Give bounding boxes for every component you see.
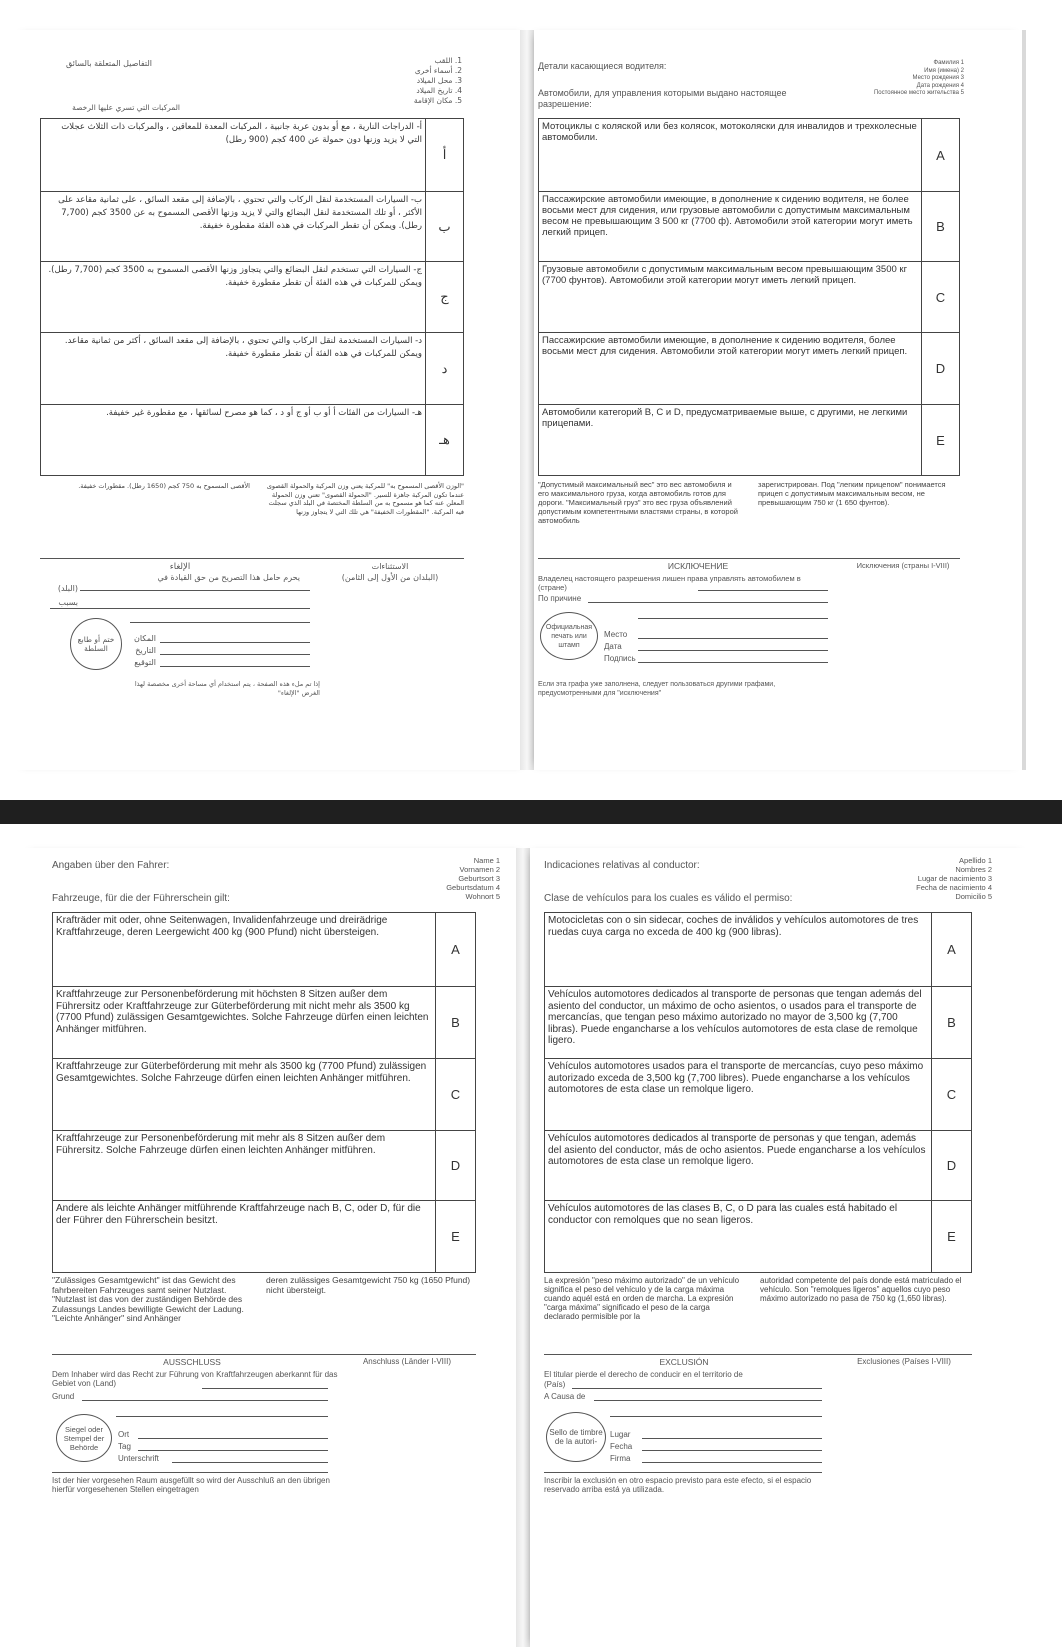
exclusion-countries: Exclusiones (Países I-VIII): [857, 1357, 951, 1366]
field-5: Постоянное место жительства 5: [873, 90, 964, 96]
german-category-table: [52, 912, 476, 1273]
category-letter: D: [922, 333, 960, 405]
category-description: Andere als leichte Anhänger mitführende Kraftfahrzeuge nach B, C, oder D, für die der Führer den Führerschein besitzt.: [53, 1201, 436, 1273]
field-4: Geburtsdatum 4: [446, 883, 500, 892]
spanish-note-left: La expresión "peso máximo autorizado" de un vehículo significa el peso del vehículo y de la carga máxima cuando aquél está en orden de marcha. La expresión "carga máxima" significado el peso de la carga declarado permisible por la: [544, 1276, 740, 1321]
field-1: Name 1: [473, 856, 500, 865]
signature-label: Unterschrift: [118, 1454, 159, 1463]
german-note-right: deren zulässiges Gesamtgewicht 750 kg (1650 Pfund) nicht übersteigt.: [266, 1275, 471, 1295]
spanish-header-title: Indicaciones relativas al conductor:: [544, 860, 700, 871]
category-letter: A: [922, 119, 960, 192]
exclusion-title: ИСКЛЮЧЕНИЕ: [667, 561, 729, 571]
reason-line[interactable]: [50, 608, 310, 609]
category-letter: B: [436, 987, 476, 1059]
spanish-page: [530, 848, 1030, 1647]
category-letter: A: [436, 913, 476, 987]
exclusion-footer: Ist der hier vorgesehen Raum ausgefüllt so wird der Ausschluß an den übrigen hierfür vorgesehenen Stellen eingetragen: [52, 1476, 330, 1494]
arabic-notes: [40, 482, 464, 530]
category-letter: هـ: [426, 405, 464, 476]
field-2: Имя (имена) 2: [924, 67, 964, 74]
category-description: Vehículos automotores dedicados al transporte de personas y que tengan, además del asiento del conductor, más de ocho asientos. Puede engancharse a los vehículos automotores de esta clase un remolque ligero.: [545, 1131, 932, 1201]
category-letter: D: [932, 1131, 972, 1201]
field-4: Fecha de nacimiento 4: [916, 883, 992, 892]
exclusion-countries: Исключения (страны I-VIII): [856, 561, 950, 570]
arabic-category-table: [40, 118, 464, 476]
reason-label: A Causa de: [544, 1392, 586, 1401]
top-right-edge: [1022, 30, 1026, 770]
reason-line[interactable]: [588, 602, 828, 603]
date-label: Fecha: [610, 1442, 633, 1451]
spanish-category-table: [544, 912, 972, 1273]
russian-page: [534, 30, 1024, 770]
category-letter: B: [922, 192, 960, 262]
russian-category-table: [538, 118, 960, 476]
category-description: Пассажирские автомобили имеющие, в дополнение к сидению водителя, не более восьми мест для сидения, или грузовые автомобили с допустимым максимальным весом не превышающим 3 500 кг (7700 ф). Автомобили этой категории могут иметь легкий прицеп.: [539, 192, 922, 262]
russian-notes: [538, 480, 960, 552]
reason-line-2[interactable]: [116, 1416, 328, 1417]
category-description: Vehículos automotores usados para el transporte de mercancías, cuyo peso máximo autorizado exceda de 3,500 kg (7,700 libres). Puede engancharse a los vehículos automotores de esta clase un remolque ligero.: [545, 1059, 932, 1131]
field-3: Lugar de nacimiento 3: [917, 874, 992, 883]
field-1: Apellido 1: [959, 856, 992, 865]
country-line[interactable]: [202, 1388, 328, 1389]
signature-label: Подпись: [604, 654, 636, 663]
exclusion-title: EXCLUSIÓN: [659, 1357, 709, 1367]
section-rule: [544, 1354, 972, 1355]
reason-label: بسبب: [58, 598, 78, 607]
signature-line[interactable]: [160, 666, 310, 667]
place-label: Место: [604, 630, 628, 639]
date-line[interactable]: [638, 650, 828, 651]
signature-line[interactable]: [638, 662, 828, 663]
exclusion-footer: إذا تم ملء هذه الصفحة ، يتم استخدام أي مساحة أخرى مخصصة لهذا الغرض "الإلغاء": [134, 680, 320, 697]
reason-line-2[interactable]: [610, 1416, 822, 1417]
country-line[interactable]: [572, 1388, 822, 1389]
arabic-note-right: "الوزن الأقصى المسموح به" للمركبة يعني وزن المركبة والحمولة القصوى عندما تكون المركبة جاهزة للسير. "الحمولة القصوى" تعني وزن الحمولة المعلن عنه كما هو مسموح به من السلطة المختصة في البلد الذي سجلت فيه المركبة. "المقطورات الخفيفة" هي تلك التي لا يتجاوز وزنها: [266, 482, 464, 516]
date-line[interactable]: [138, 1450, 328, 1451]
category-letter: E: [436, 1201, 476, 1273]
exclusion-holder-text: Владелец настоящего разрешения лишен права управлять автомобилем в (стране): [538, 574, 801, 592]
spanish-note-right: autoridad competente del país donde está matriculado el vehículo. Son "remolques ligeros" aquellos cuyo peso máximo autorizado no pasa de 750 kg (1,650 libras).: [760, 1276, 962, 1303]
exclusion-title: الإلغاء: [169, 562, 191, 572]
reason-line-2[interactable]: [130, 622, 310, 623]
field-3: Место рождения 3: [912, 75, 964, 81]
field-5: Domicilio 5: [955, 892, 992, 901]
exclusion-holder-text: Dem Inhaber wird das Recht zur Führung von Kraftfahrzeugen aberkannt für das Gebiet von (Land): [52, 1370, 338, 1388]
reason-label: Grund: [52, 1392, 75, 1401]
field-4: Дата рождения 4: [916, 82, 964, 89]
russian-exclusion-section: [538, 558, 960, 708]
date-line[interactable]: [160, 654, 310, 655]
country-line[interactable]: [80, 590, 310, 591]
russian-note-right: зарегистрирован. Под "легким прицепом" понимается прицеп с допустимым максимальным весом, не превышающим 750 кг (1 650 фунтов).: [758, 480, 946, 507]
german-field-list: [340, 856, 500, 901]
exclusion-countries: Anschluss (Länder I-VIII): [362, 1357, 452, 1366]
place-line[interactable]: [160, 642, 310, 643]
reason-label: По причине: [538, 594, 582, 603]
arabic-header-title: التفاصيل المتعلقة بالسائق: [65, 59, 152, 68]
category-letter: C: [932, 1059, 972, 1131]
category-letter: B: [932, 987, 972, 1059]
place-label: Ort: [118, 1430, 130, 1439]
field-4: 4. تاريخ الميلاد: [416, 86, 462, 95]
field-3: 3. محل الميلاد: [416, 76, 462, 85]
russian-header-title: Детали касающиеся водителя:: [538, 61, 667, 71]
spanish-vehicles-title: Clase de vehículos para los cuales es válido el permiso:: [544, 893, 793, 904]
bottom-gutter: [516, 848, 530, 1647]
place-label: المكان: [133, 634, 156, 643]
field-5: 5. مكان الإقامة: [413, 96, 462, 105]
exclusion-countries: (البلدان من الأول إلى الثامن): [341, 573, 439, 582]
german-exclusion-section: [52, 1354, 476, 1504]
russian-vehicles-title: Автомобили, для управления которыми выдано настоящее разрешение:: [538, 88, 787, 109]
exclusion-country-label: (البلد): [57, 584, 78, 593]
field-2: 2. أسماء أخرى: [414, 66, 462, 75]
russian-note-left: "Допустимый максимальный вес" это вес автомобиля и его максимального груза, когда автомобиль готов для дороги. "Максимальный груз" это вес груза объявлений допустимым компетентными властями страны, в которой автомобиль: [538, 480, 738, 525]
authority-seal: Siegel oder Stempel der Behörde: [56, 1414, 112, 1462]
exclusion-title: AUSSCHLUSS: [163, 1357, 221, 1367]
reason-line-2[interactable]: [638, 618, 828, 619]
date-label: التاريخ: [135, 646, 156, 655]
category-letter: E: [922, 405, 960, 476]
footer-rule: [52, 1472, 328, 1473]
german-vehicles-title: Fahrzeuge, für die der Führerschein gilt:: [52, 893, 230, 904]
reason-line[interactable]: [82, 1400, 328, 1401]
exclusion-holder-text: El titular pierde el derecho de conducir en el territorio de: [544, 1370, 743, 1379]
section-rule: [538, 558, 960, 559]
category-description: ج- السيارات التي تستخدم لنقل البضائع والتي يتجاوز وزنها الأقصى المسموح به 3500 كجم (7,700 رطل). ويمكن للمركبات في هذه الفئة أن تقطر مقطورة خفيفة.: [41, 262, 426, 333]
footer-rule: [544, 1472, 822, 1473]
spanish-field-list: [830, 856, 992, 901]
category-description: Грузовые автомобили с допустимым максимальным весом превышающим 3500 кг (7700 фунтов). Автомобили этой категории могут иметь легкий прицеп.: [539, 262, 922, 333]
exclusion-holder-text: يحرم حامل هذا التصريح من حق القيادة في: [157, 573, 300, 582]
category-letter: د: [426, 333, 464, 405]
category-description: ب- السيارات المستخدمة لنقل الركاب والتي تحتوي ، بالإضافة إلى مقعد السائق ، على ثمانية مقاعد على الأكثر ، أو تلك المستخدمة لنقل البضائع والتي لا يزيد وزنها الأقصى المسموح به عن 3500 كجم (7,700 رطل). ويمكن أن تقطر المركبات في هذه الفئة مقطورة خفيفة.: [41, 192, 426, 262]
authority-seal: ختم أو طابع السلطة: [70, 618, 122, 670]
category-description: Vehículos automotores de las clases B, C, o D para las cuales está habitado el conductor con remolques que no sean ligeros.: [545, 1201, 932, 1273]
arabic-page: [12, 30, 522, 770]
category-letter: أ: [426, 119, 464, 192]
date-label: Tag: [118, 1442, 131, 1451]
category-description: هـ- السيارات من الفئات أ أو ب أو ج أو د ، كما هو مصرح لسائقها ، مع مقطورة غير خفيفة.: [41, 405, 426, 476]
section-rule: [52, 1354, 476, 1355]
category-letter: C: [436, 1059, 476, 1131]
category-description: Krafträder mit oder, ohne Seitenwagen, Invalidenfahrzeuge und dreirädrige Kraftfahrzeuge, deren Leergewicht 400 kg (900 Pfund) nicht übersteigen.: [53, 913, 436, 987]
german-page: [20, 848, 520, 1647]
authority-seal: Официальная печать или штамп: [540, 612, 598, 660]
signature-label: Firma: [610, 1454, 631, 1463]
category-letter: ج: [426, 262, 464, 333]
field-3: Geburtsort 3: [458, 874, 500, 883]
spanish-notes: [544, 1276, 972, 1348]
place-line[interactable]: [138, 1438, 328, 1439]
section-rule: [40, 558, 464, 559]
category-letter: D: [436, 1131, 476, 1201]
field-1: Фамилия 1: [933, 60, 964, 66]
field-5: Wohnort 5: [465, 892, 500, 901]
german-notes: [52, 1276, 476, 1348]
arabic-exclusion-section: [40, 558, 464, 708]
category-letter: A: [932, 913, 972, 987]
field-2: Nombres 2: [955, 865, 992, 874]
category-description: Vehículos automotores dedicados al transporte de personas que tengan además del asiento del conductor, un máximo de ocho asientos, o usados para el transporte de mercancías, que tengan peso máximo autorizado no mayor de 3,500 kg (7,700 libras). Puede engancharse a los vehículos automotores de esta clase de remolque ligero.: [545, 987, 932, 1059]
spanish-exclusion-section: [544, 1354, 972, 1504]
category-description: Пассажирские автомобили имеющие, в дополнение к сидению водителя, более восьми мест для сидения. Автомобили этой категории могут иметь легкий прицеп.: [539, 333, 922, 405]
country-line[interactable]: [698, 590, 828, 591]
reason-line[interactable]: [594, 1400, 822, 1401]
arabic-field-list: [312, 56, 462, 106]
german-header-title: Angaben über den Fahrer:: [52, 860, 170, 871]
german-note-left: "Zulässiges Gesamtgewicht" ist das Gewicht des fahrbereiten Fahrzeuges samt seiner Nutzlast. "Nutzlast ist das von der zuständigen Behörde des Zulassungs Landes bewilligte Gewicht der Ladung. "Leichte Anhänger" sind Anhänger: [52, 1275, 244, 1323]
exclusion-footer: Если эта графа уже заполнена, следует пользоваться другими графами, предусмотренными для "исключения": [538, 681, 776, 697]
scan-divider: [0, 800, 1062, 824]
signature-label: التوقيع: [134, 658, 156, 667]
category-description: أ- الدراجات النارية ، مع أو بدون عربة جانبية ، المركبات المعدة للمعاقين ، والمركبات ذات الثلاث عجلات التي لا يزيد وزنها دون حمولة عن 400 كجم (900 رطل): [41, 119, 426, 192]
category-description: Автомобили категорий B, C и D, предусматриваемые выше, с другими, не легкими прицепами.: [539, 405, 922, 476]
category-description: Motocicletas con o sin sidecar, coches de inválidos y vehículos automotores de tres ruedas cuya carga no exceda de 400 kg (900 libras).: [545, 913, 932, 987]
place-line[interactable]: [642, 1438, 822, 1439]
arabic-note-left: الأقصى المسموح به 750 كجم (1650 رطل). مقطورات خفيفة.: [78, 482, 250, 490]
category-letter: C: [922, 262, 960, 333]
exclusion-countries-title: الاستثناءات: [371, 562, 409, 571]
category-letter: ب: [426, 192, 464, 262]
signature-line[interactable]: [172, 1462, 328, 1463]
arabic-vehicles-title: المركبات التي تسري عليها الرخصة: [72, 103, 180, 112]
signature-line[interactable]: [642, 1462, 822, 1463]
date-line[interactable]: [642, 1450, 822, 1451]
category-description: Kraftfahrzeuge zur Personenbeförderung mit höchsten 8 Sitzen außer dem Führersitz oder Kraftfahrzeuge zur Güterbeförderung mit nicht mehr als 3500 kg (7700 Pfund) zulässigen Gesamtgewichtes. Solche Fahrzeuge dürfen einen leichten Anhänger mitführen.: [53, 987, 436, 1059]
field-2: Vornamen 2: [459, 865, 500, 874]
place-label: Lugar: [610, 1430, 631, 1439]
category-description: Kraftfahrzeuge zur Personenbeförderung mit mehr als 8 Sitzen außer dem Führersitz. Solche Fahrzeuge dürfen einen leichten Anhänger mitführen.: [53, 1131, 436, 1201]
authority-seal: Sello de timbre de la autori-: [546, 1412, 606, 1462]
place-line[interactable]: [638, 638, 828, 639]
exclusion-footer: Inscribir la exclusión en otro espacio previsto para este efecto, si el espacio reservado arriba está ya utilizada.: [544, 1476, 812, 1494]
category-description: Мотоциклы с коляской или без колясок, мотоколяски для инвалидов и трехколесные автомобили.: [539, 119, 922, 192]
field-1: 1. اللقب: [434, 56, 462, 65]
top-gutter: [520, 30, 534, 770]
category-description: Kraftfahrzeuge zur Güterbeförderung mit mehr als 3500 kg (7700 Pfund) zulässigen Gesamtgewichtes. Solche Fahrzeuge dürfen einen leichten Anhänger mitführen.: [53, 1059, 436, 1131]
exclusion-country-label: (País): [544, 1380, 566, 1389]
category-description: د- السيارات المستخدمة لنقل الركاب والتي تحتوي ، بالإضافة إلى مقعد السائق ، أكثر من ثمانية مقاعد. ويمكن للمركبات في هذه الفئة أن تقطر مقطورة خفيفة.: [41, 333, 426, 405]
date-label: Дата: [604, 642, 622, 651]
category-letter: E: [932, 1201, 972, 1273]
